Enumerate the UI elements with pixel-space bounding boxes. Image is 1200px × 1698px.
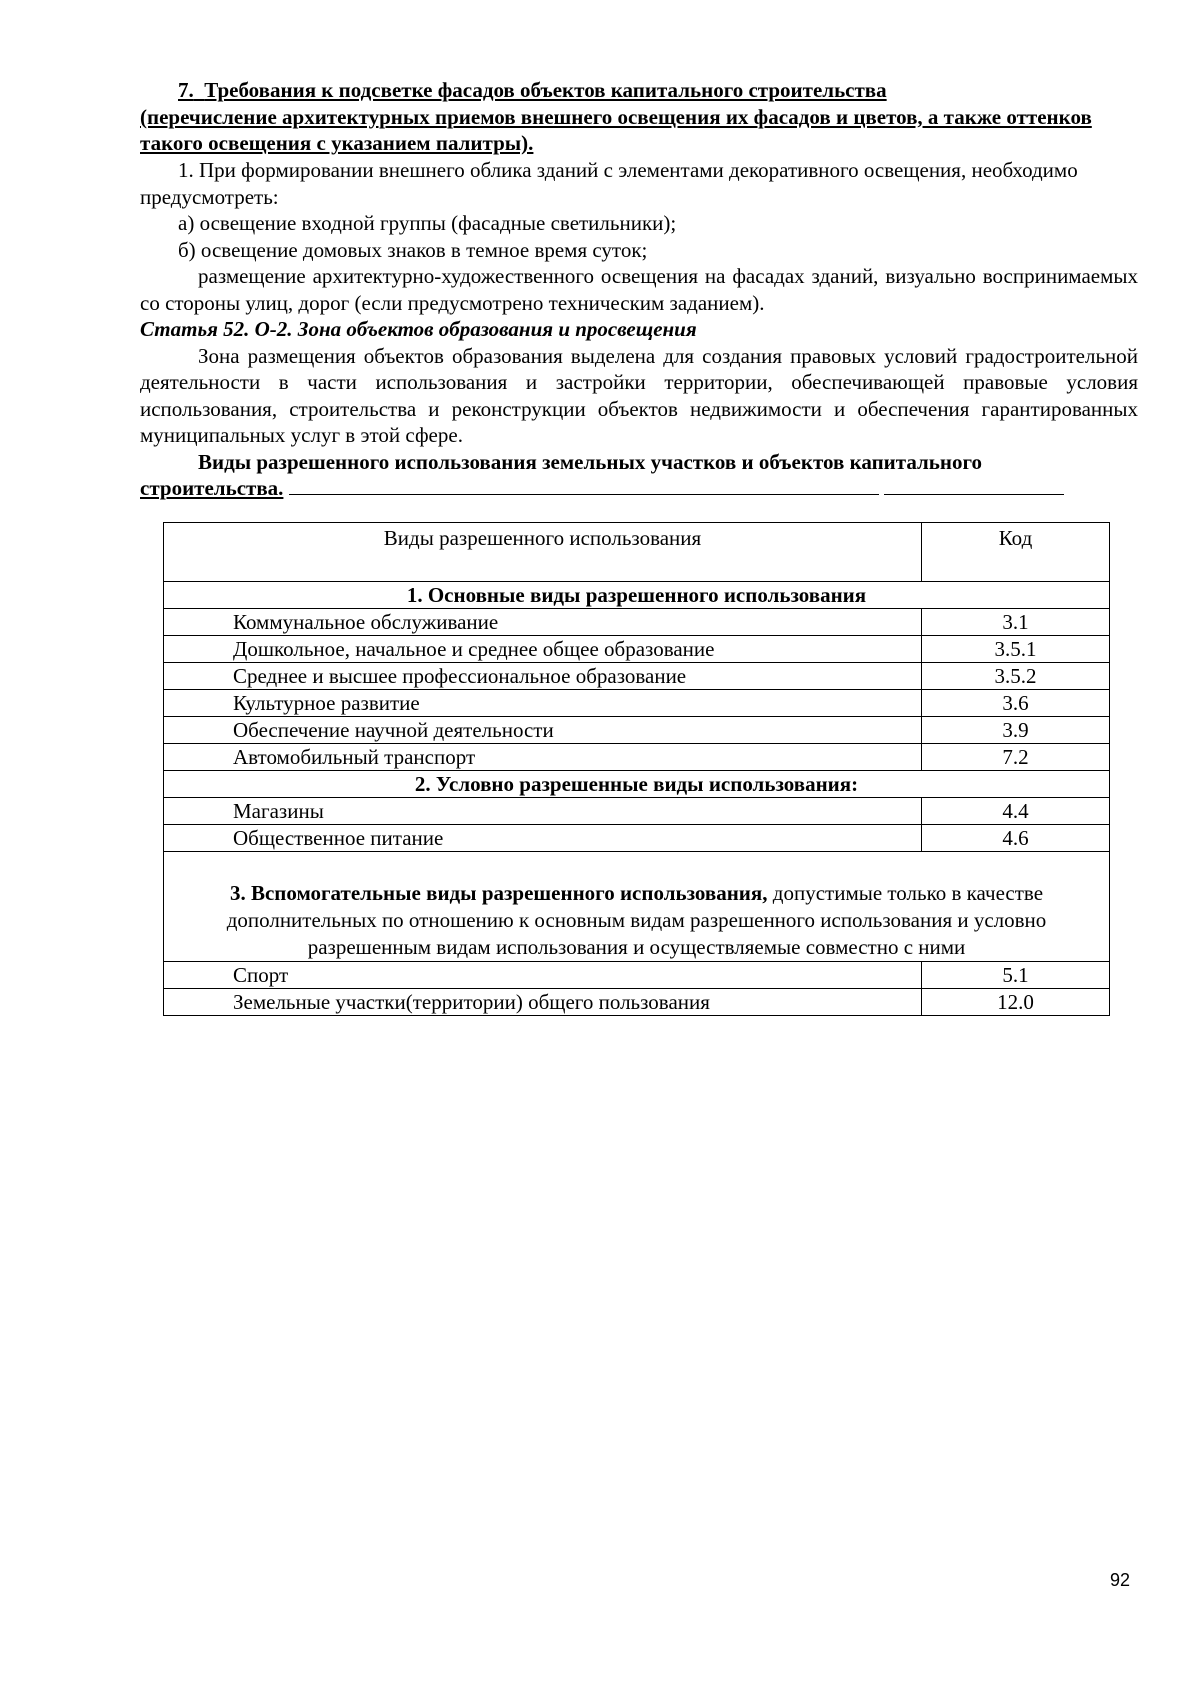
uses-heading-line2: строительства. [140, 476, 284, 500]
table-header-row [164, 523, 1110, 582]
blank-underline-2 [884, 476, 1064, 495]
use-code: 7.2 [922, 744, 1110, 771]
header-name-cell: Виды разрешенного использования [164, 523, 922, 582]
header-code-cell: Код [922, 523, 1110, 582]
table-row [164, 989, 1110, 1016]
section-7-heading [140, 77, 1138, 157]
use-code: 3.5.1 [922, 636, 1110, 663]
section-2-cell: 2. Условно разрешенные виды использования: [164, 771, 1110, 798]
section-2-row [164, 771, 1110, 798]
uses-heading-line1: Виды разрешенного использования земельных участков и объектов капитального [198, 449, 983, 474]
use-code: 4.6 [922, 825, 1110, 852]
table-row [164, 636, 1110, 663]
section-3-title: 3. Вспомогательные виды разрешенного использования, [229, 881, 768, 905]
section-3-row [164, 852, 1110, 962]
section-7-item-1: 1. При формировании внешнего облика зданий с элементами декоративного освещения, необходимо предусмотреть: [140, 158, 1078, 209]
table-row [164, 798, 1110, 825]
blank-underline [289, 476, 879, 495]
use-name: Земельные участки(территории) общего пользования [164, 989, 922, 1016]
permitted-uses-table [163, 522, 1110, 1016]
uses-heading-line2-wrap [140, 475, 1138, 502]
use-code: 4.4 [922, 798, 1110, 825]
article-52-description: Зона размещения объектов образования выделена для создания правовых условий градостроительной деятельности в части использования и застройки территории, обеспечивающей правовые условия использования, строительства и реконструкции объектов недвижимости и обеспечения гарантированных муниципальных услуг в этой сфере. [140, 343, 1138, 447]
section-1-cell: 1. Основные виды разрешенного использования [164, 582, 1110, 609]
use-name: Магазины [164, 798, 922, 825]
use-code: 12.0 [922, 989, 1110, 1016]
section-7-item-b: б) освещение домовых знаков в темное время суток; [178, 237, 648, 262]
section-7-number: 7. [178, 78, 194, 102]
use-code: 3.9 [922, 717, 1110, 744]
section-3-description: допустимые только в качестве дополнительных по отношению к основным видам разрешенного использования и условно разрешенным видам использования и осуществляемые совместно с ними [226, 881, 1047, 959]
use-name: Общественное питание [164, 825, 922, 852]
use-name: Дошкольное, начальное и среднее общее образование [164, 636, 922, 663]
use-name: Спорт [164, 962, 922, 989]
section-3-cell [164, 852, 1110, 962]
table-row [164, 717, 1110, 744]
use-name: Обеспечение научной деятельности [164, 717, 922, 744]
table-row [164, 744, 1110, 771]
table-row [164, 609, 1110, 636]
use-name: Среднее и высшее профессиональное образование [164, 663, 922, 690]
use-code: 3.1 [922, 609, 1110, 636]
use-name: Автомобильный транспорт [164, 744, 922, 771]
use-code: 5.1 [922, 962, 1110, 989]
section-7-item-c: размещение архитектурно-художественного освещения на фасадах зданий, визуально воспринимаемых со стороны улиц, дорог (если предусмотрено техническим заданием). [140, 264, 1138, 315]
table-row [164, 663, 1110, 690]
page-number: 92 [1109, 1570, 1130, 1590]
section-7-item-a: а) освещение входной группы (фасадные светильники); [178, 211, 677, 235]
article-52-title: Статья 52. О-2. Зона объектов образования и просвещения [140, 317, 697, 341]
use-code: 3.5.2 [922, 663, 1110, 690]
table-row [164, 690, 1110, 717]
section-1-row [164, 582, 1110, 609]
use-code: 3.6 [922, 690, 1110, 717]
table-row [164, 825, 1110, 852]
section-7-title-line1: Требования к подсветке фасадов объектов капитального строительства [204, 78, 887, 102]
use-name: Коммунальное обслуживание [164, 609, 922, 636]
table-row [164, 962, 1110, 989]
use-name: Культурное развитие [164, 690, 922, 717]
section-7-title-rest: (перечисление архитектурных приемов внешнего освещения их фасадов и цветов, а также оттенков такого освещения с указанием палитры). [140, 104, 1092, 155]
